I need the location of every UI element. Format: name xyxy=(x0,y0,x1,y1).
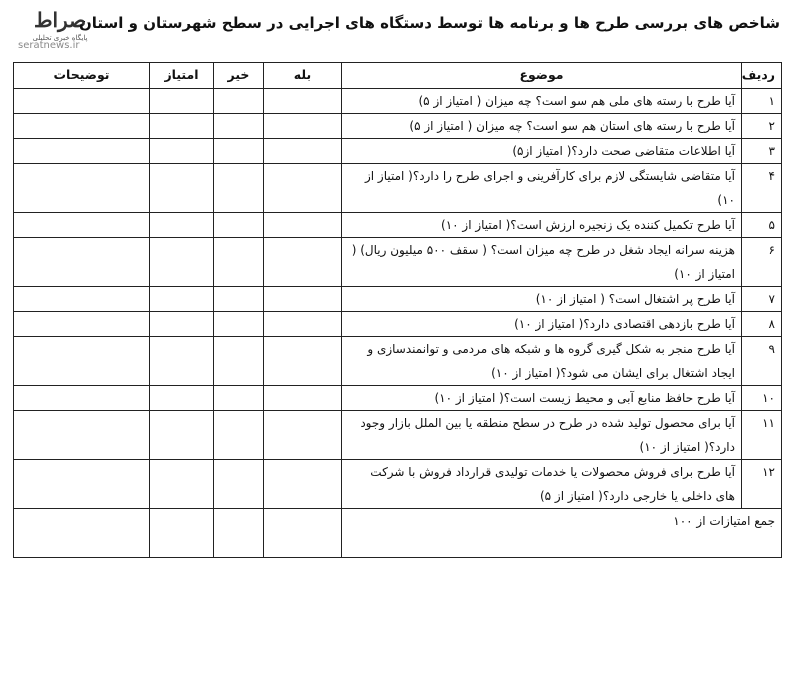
desc-cell[interactable] xyxy=(14,312,150,337)
table-row xyxy=(14,312,782,337)
table-row xyxy=(14,287,782,312)
row-number: ۱۰ xyxy=(742,386,782,411)
no-cell[interactable] xyxy=(214,238,264,287)
row-subject: آیا طرح برای فروش محصولات یا خدمات تولیدی قرارداد فروش با شرکت های داخلی یا خارجی دارد؟( امتیاز از ۵) xyxy=(342,460,742,509)
row-subject: آیا طرح با رسته های ملی هم سو است؟ چه میزان ( امتیاز از ۵) xyxy=(342,89,742,114)
score-cell[interactable] xyxy=(150,89,214,114)
total-desc-cell[interactable] xyxy=(14,509,150,558)
row-number: ۸ xyxy=(742,312,782,337)
row-number: ۱۲ xyxy=(742,460,782,509)
total-yes-cell[interactable] xyxy=(264,509,342,558)
yes-cell[interactable] xyxy=(264,114,342,139)
header-num: ردیف xyxy=(742,63,782,89)
no-cell[interactable] xyxy=(214,89,264,114)
row-number: ۲ xyxy=(742,114,782,139)
row-number: ۷ xyxy=(742,287,782,312)
no-cell[interactable] xyxy=(214,337,264,386)
row-number: ۶ xyxy=(742,238,782,287)
table-header-row xyxy=(14,63,782,89)
yes-cell[interactable] xyxy=(264,386,342,411)
no-cell[interactable] xyxy=(214,411,264,460)
no-cell[interactable] xyxy=(214,386,264,411)
row-subject: آیا متقاضی شایستگی لازم برای کارآفرینی و اجرای طرح را دارد؟( امتیاز از ۱۰) xyxy=(342,164,742,213)
yes-cell[interactable] xyxy=(264,238,342,287)
yes-cell[interactable] xyxy=(264,89,342,114)
row-subject: آیا طرح حافظ منابع آبی و محیط زیست است؟( امتیاز از ۱۰) xyxy=(342,386,742,411)
table-row xyxy=(14,89,782,114)
row-subject: آیا طرح تکمیل کننده یک زنجیره ارزش است؟( امتیاز از ۱۰) xyxy=(342,213,742,238)
header-no: خیر xyxy=(214,63,264,89)
yes-cell[interactable] xyxy=(264,287,342,312)
yes-cell[interactable] xyxy=(264,139,342,164)
no-cell[interactable] xyxy=(214,213,264,238)
desc-cell[interactable] xyxy=(14,213,150,238)
no-cell[interactable] xyxy=(214,139,264,164)
header-subject: موضوع xyxy=(342,63,742,89)
total-no-cell[interactable] xyxy=(214,509,264,558)
row-subject: آیا طرح منجر به شکل گیری گروه ها و شبکه های مردمی و توانمندسازی و ایجاد اشتغال برای ایشان می شود؟( امتیاز از ۱۰) xyxy=(342,337,742,386)
row-subject: آیا طرح پر اشتغال است؟ ( امتیاز از ۱۰) xyxy=(342,287,742,312)
yes-cell[interactable] xyxy=(264,411,342,460)
score-cell[interactable] xyxy=(150,386,214,411)
watermark: seratnews.ir xyxy=(18,40,80,51)
score-cell[interactable] xyxy=(150,213,214,238)
score-cell[interactable] xyxy=(150,411,214,460)
row-subject: آیا برای محصول تولید شده در طرح در سطح منطقه یا بین الملل بازار وجود دارد؟( امتیاز از ۱۰) xyxy=(342,411,742,460)
total-row xyxy=(14,509,782,558)
criteria-table xyxy=(13,62,782,558)
score-cell[interactable] xyxy=(150,337,214,386)
desc-cell[interactable] xyxy=(14,337,150,386)
logo-glyph: صراط xyxy=(33,8,87,32)
score-cell[interactable] xyxy=(150,312,214,337)
score-cell[interactable] xyxy=(150,114,214,139)
row-subject: آیا اطلاعات متقاضی صحت دارد؟( امتیاز از۵) xyxy=(342,139,742,164)
row-subject: آیا طرح بازدهی اقتصادی دارد؟( امتیاز از ۱۰) xyxy=(342,312,742,337)
header-desc: توضیحات xyxy=(14,63,150,89)
table-row xyxy=(14,213,782,238)
score-cell[interactable] xyxy=(150,164,214,213)
desc-cell[interactable] xyxy=(14,114,150,139)
score-cell[interactable] xyxy=(150,460,214,509)
table-row xyxy=(14,337,782,386)
score-cell[interactable] xyxy=(150,238,214,287)
table-row xyxy=(14,386,782,411)
table-row xyxy=(14,114,782,139)
table-row xyxy=(14,238,782,287)
yes-cell[interactable] xyxy=(264,312,342,337)
row-number: ۵ xyxy=(742,213,782,238)
no-cell[interactable] xyxy=(214,164,264,213)
no-cell[interactable] xyxy=(214,460,264,509)
desc-cell[interactable] xyxy=(14,238,150,287)
row-number: ۳ xyxy=(742,139,782,164)
desc-cell[interactable] xyxy=(14,411,150,460)
score-cell[interactable] xyxy=(150,139,214,164)
table-row xyxy=(14,460,782,509)
row-subject: هزینه سرانه ایجاد شغل در طرح چه میزان است؟ ( سقف ۵۰۰ میلیون ریال) ( امتیاز از ۱۰) xyxy=(342,238,742,287)
yes-cell[interactable] xyxy=(264,460,342,509)
yes-cell[interactable] xyxy=(264,213,342,238)
table-row xyxy=(14,164,782,213)
desc-cell[interactable] xyxy=(14,460,150,509)
header-yes: بله xyxy=(264,63,342,89)
logo-subtitle: پایگاه خبری تحلیلی xyxy=(32,34,88,42)
score-cell[interactable] xyxy=(150,287,214,312)
row-number: ۱۱ xyxy=(742,411,782,460)
no-cell[interactable] xyxy=(214,114,264,139)
row-subject: آیا طرح با رسته های استان هم سو است؟ چه میزان ( امتیاز از ۵) xyxy=(342,114,742,139)
yes-cell[interactable] xyxy=(264,164,342,213)
no-cell[interactable] xyxy=(214,312,264,337)
desc-cell[interactable] xyxy=(14,386,150,411)
yes-cell[interactable] xyxy=(264,337,342,386)
row-number: ۴ xyxy=(742,164,782,213)
no-cell[interactable] xyxy=(214,287,264,312)
table-row xyxy=(14,139,782,164)
total-label: جمع امتیازات از ۱۰۰ xyxy=(342,509,782,558)
header-score: امتیاز xyxy=(150,63,214,89)
total-score-cell[interactable] xyxy=(150,509,214,558)
table-row xyxy=(14,411,782,460)
row-number: ۱ xyxy=(742,89,782,114)
desc-cell[interactable] xyxy=(14,287,150,312)
desc-cell[interactable] xyxy=(14,139,150,164)
desc-cell[interactable] xyxy=(14,164,150,213)
row-number: ۹ xyxy=(742,337,782,386)
desc-cell[interactable] xyxy=(14,89,150,114)
document-title: شاخص های بررسی طرح ها و برنامه ها توسط دستگاه های اجرایی در سطح شهرستان و استان xyxy=(78,14,780,32)
